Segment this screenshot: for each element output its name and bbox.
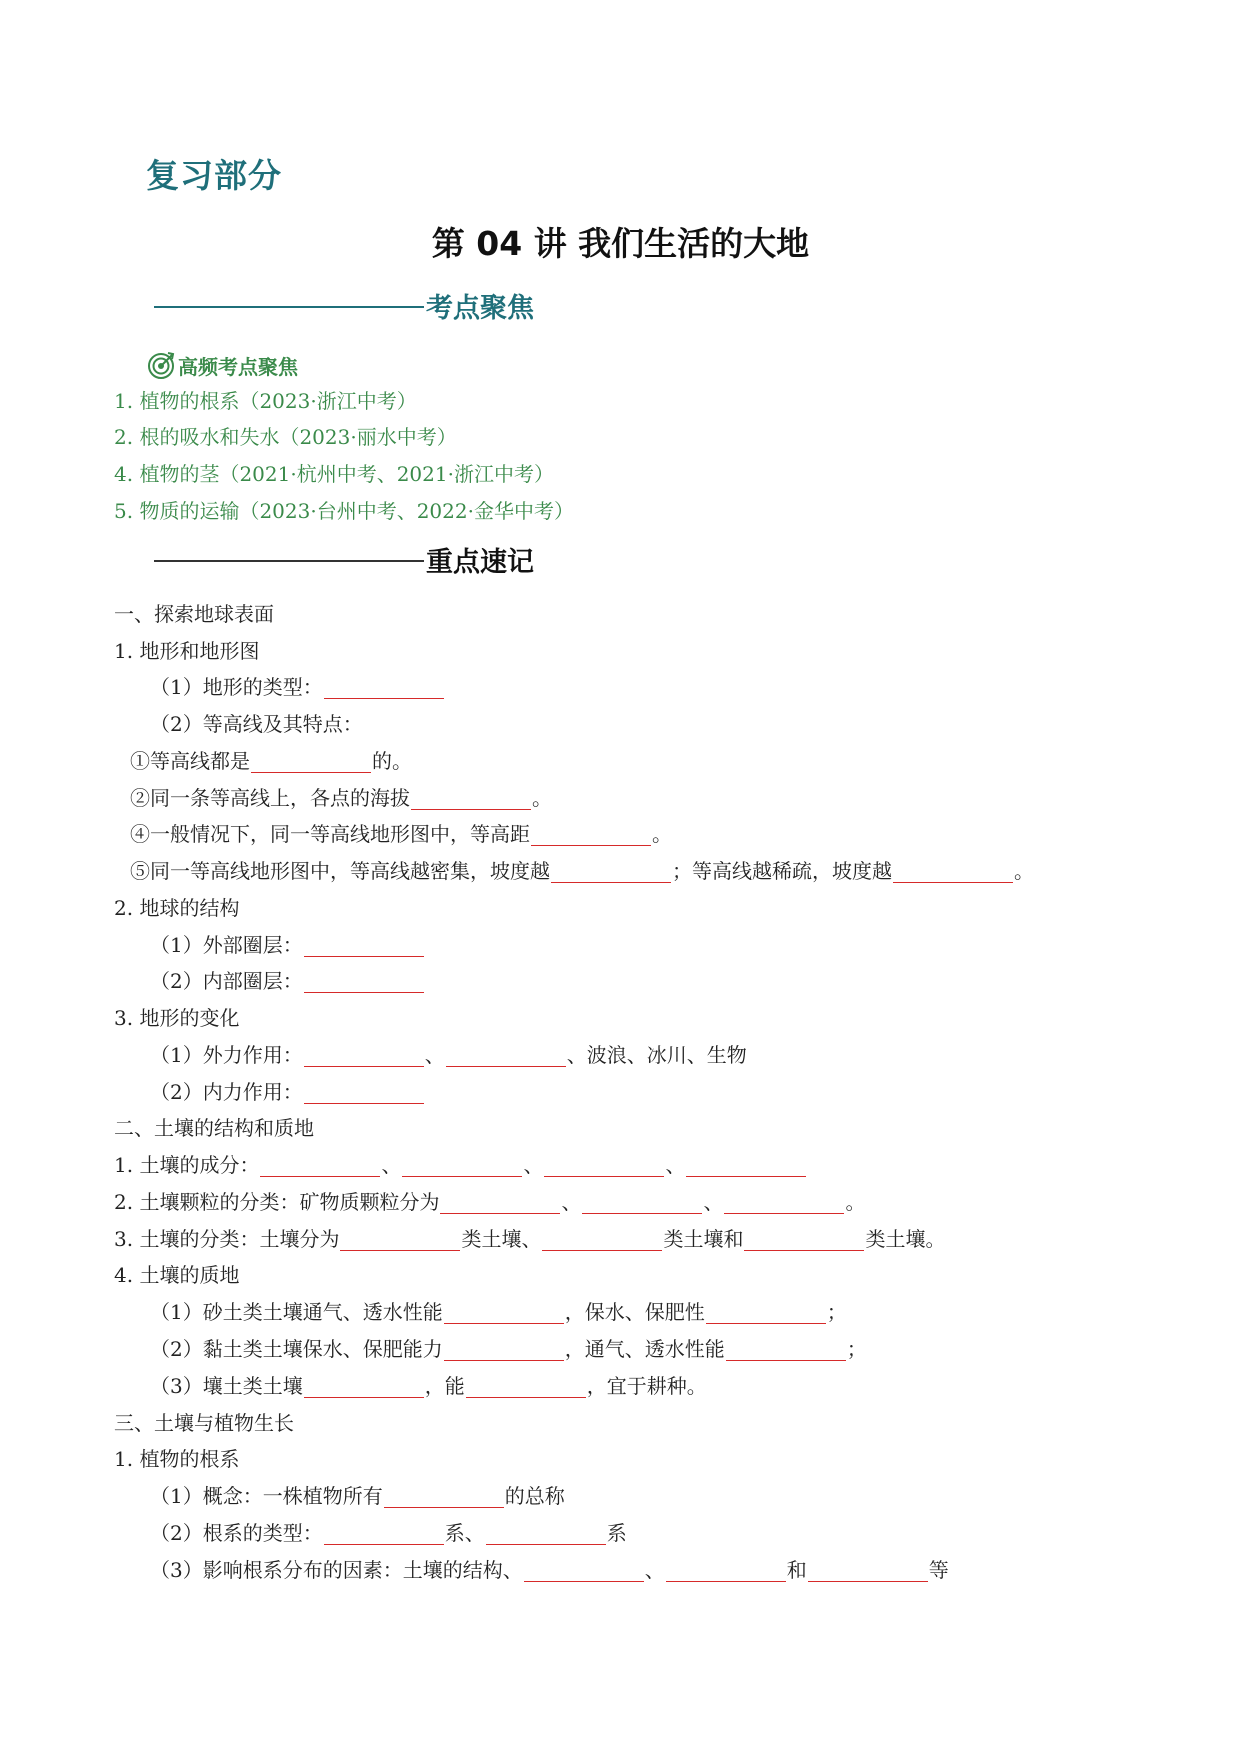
note-line (150, 1296, 847, 1325)
answer-blank[interactable] (726, 1340, 846, 1361)
note-line (114, 1407, 294, 1436)
note-line (150, 929, 425, 958)
answer-blank[interactable] (551, 862, 671, 883)
note-text: ；等高线越稀疏，坡度越 (672, 859, 892, 883)
note-line (114, 598, 274, 627)
note-text: 2. 地球的结构 (114, 896, 240, 920)
note-text: ； (846, 1337, 867, 1361)
note-line (114, 892, 239, 921)
note-text: （3）壤土类土壤 (150, 1374, 303, 1398)
note-line (130, 818, 672, 847)
note-line (114, 1259, 239, 1288)
note-line (114, 1443, 239, 1472)
note-text: 、 (665, 1153, 686, 1177)
answer-blank[interactable] (260, 1156, 380, 1177)
answer-blank[interactable] (304, 936, 424, 957)
note-text: （1）外力作用： (150, 1043, 303, 1067)
frequency-item: 1. 植物的根系（2023·浙江中考） (114, 389, 417, 413)
note-text: （1）概念：一株植物所有 (150, 1484, 383, 1508)
note-text: 1. 地形和地形图 (114, 639, 260, 663)
note-text: 。 (652, 822, 672, 846)
answer-blank[interactable] (440, 1193, 560, 1214)
answer-blank[interactable] (524, 1561, 644, 1582)
answer-blank[interactable] (444, 1303, 564, 1324)
note-text: 、 (381, 1153, 402, 1177)
note-text: 三、土壤与植物生长 (114, 1411, 294, 1435)
note-line (150, 1076, 425, 1105)
section-heading: 复习部分 (146, 156, 282, 195)
note-text: （2）根系的类型： (150, 1521, 323, 1545)
note-text: ②同一条等高线上，各点的海拔 (130, 786, 410, 810)
note-text: ，通气、透水性能 (564, 1337, 725, 1361)
answer-blank[interactable] (304, 972, 424, 993)
note-text: 和 (786, 1558, 807, 1582)
answer-blank[interactable] (808, 1561, 928, 1582)
note-text: （3）影响根系分布的因素：土壤的结构、 (150, 1558, 523, 1582)
answer-blank[interactable] (686, 1156, 806, 1177)
answer-blank[interactable] (304, 1377, 424, 1398)
answer-blank[interactable] (466, 1377, 586, 1398)
note-text: 、 (644, 1558, 665, 1582)
note-text: 类土壤和 (663, 1227, 744, 1251)
note-text: 的。 (372, 749, 412, 773)
frequency-heading-block (146, 350, 298, 380)
answer-blank[interactable] (544, 1156, 664, 1177)
note-text: ，保水、保肥性 (564, 1300, 705, 1324)
answer-blank[interactable] (304, 1046, 424, 1067)
note-text: 类土壤。 (865, 1227, 946, 1251)
note-line (130, 745, 412, 774)
note-text: 的总称 (504, 1484, 565, 1508)
answer-blank[interactable] (542, 1230, 662, 1251)
note-text: 、 (561, 1190, 582, 1214)
answer-blank[interactable] (384, 1487, 504, 1508)
note-text: 3. 土壤的分类：土壤分为 (114, 1227, 340, 1251)
answer-blank[interactable] (531, 825, 651, 846)
note-line (114, 1002, 239, 1031)
note-line (114, 1223, 945, 1252)
note-text: 、 (424, 1043, 445, 1067)
note-text: 、 (703, 1190, 724, 1214)
note-text: ，宜于耕种。 (586, 1374, 707, 1398)
notes-heading: 重点速记 (426, 547, 534, 578)
note-text: 。 (532, 786, 552, 810)
note-line (114, 1186, 865, 1215)
target-icon (146, 350, 176, 380)
note-text: 系 (606, 1521, 627, 1545)
heading-rule (154, 560, 424, 562)
note-text: 。 (1014, 859, 1034, 883)
note-text: ④一般情况下，同一等高线地形图中，等高距 (130, 822, 530, 846)
note-text: 2. 土壤颗粒的分类：矿物质颗粒分为 (114, 1190, 440, 1214)
note-line (114, 1149, 807, 1178)
note-line (150, 1333, 867, 1362)
notes-heading-block (154, 540, 534, 579)
note-text: 3. 地形的变化 (114, 1006, 240, 1030)
answer-blank[interactable] (324, 678, 444, 699)
note-line (150, 1554, 949, 1583)
note-line (150, 1039, 747, 1068)
answer-blank[interactable] (706, 1303, 826, 1324)
answer-blank[interactable] (724, 1193, 844, 1214)
note-text: 、 (523, 1153, 544, 1177)
note-text: （2）等高线及其特点： (150, 712, 363, 736)
answer-blank[interactable] (486, 1524, 606, 1545)
note-line (150, 965, 425, 994)
answer-blank[interactable] (402, 1156, 522, 1177)
note-line (150, 671, 445, 700)
lesson-title: 第 04 讲 我们生活的大地 (431, 224, 810, 263)
note-text: 一、探索地球表面 (114, 602, 274, 626)
note-text: ； (826, 1300, 847, 1324)
note-text: 4. 土壤的质地 (114, 1263, 240, 1287)
note-text: （2）内部圈层： (150, 969, 303, 993)
answer-blank[interactable] (324, 1524, 444, 1545)
answer-blank[interactable] (893, 862, 1013, 883)
note-text: 二、土壤的结构和质地 (114, 1116, 314, 1140)
answer-blank[interactable] (304, 1083, 424, 1104)
answer-blank[interactable] (251, 752, 371, 773)
answer-blank[interactable] (666, 1561, 786, 1582)
heading-rule (154, 306, 424, 308)
note-line (114, 1112, 314, 1141)
note-text: 类土壤、 (461, 1227, 542, 1251)
note-text: （1）地形的类型： (150, 675, 323, 699)
note-text: （1）砂土类土壤通气、透水性能 (150, 1300, 443, 1324)
frequency-item: 5. 物质的运输（2023·台州中考、2022·金华中考） (114, 499, 574, 523)
frequency-heading: 高频考点聚焦 (178, 355, 298, 379)
focus-heading-block (154, 286, 534, 325)
note-text: 1. 土壤的成分： (114, 1153, 260, 1177)
note-text: ，能 (424, 1374, 465, 1398)
note-text: ⑤同一等高线地形图中，等高线越密集，坡度越 (130, 859, 550, 883)
note-line (130, 782, 552, 811)
note-text: 1. 植物的根系 (114, 1447, 240, 1471)
note-text: 、波浪、冰川、生物 (566, 1043, 747, 1067)
note-text: （2）黏土类土壤保水、保肥能力 (150, 1337, 443, 1361)
answer-blank[interactable] (411, 789, 531, 810)
answer-blank[interactable] (444, 1340, 564, 1361)
answer-blank[interactable] (446, 1046, 566, 1067)
note-text: （2）内力作用： (150, 1080, 303, 1104)
answer-blank[interactable] (744, 1230, 864, 1251)
answer-blank[interactable] (340, 1230, 460, 1251)
note-text: ①等高线都是 (130, 749, 250, 773)
note-text: 等 (928, 1558, 949, 1582)
note-line (150, 708, 363, 737)
note-text: 系、 (444, 1521, 485, 1545)
note-line (150, 1370, 707, 1399)
answer-blank[interactable] (582, 1193, 702, 1214)
note-line (130, 855, 1034, 884)
note-text: 。 (845, 1190, 866, 1214)
frequency-item: 4. 植物的茎（2021·杭州中考、2021·浙江中考） (114, 462, 554, 486)
focus-heading: 考点聚焦 (426, 293, 534, 324)
frequency-item: 2. 根的吸水和失水（2023·丽水中考） (114, 425, 457, 449)
note-line (150, 1517, 627, 1546)
note-line (150, 1480, 565, 1509)
note-line (114, 635, 259, 664)
note-text: （1）外部圈层： (150, 933, 303, 957)
